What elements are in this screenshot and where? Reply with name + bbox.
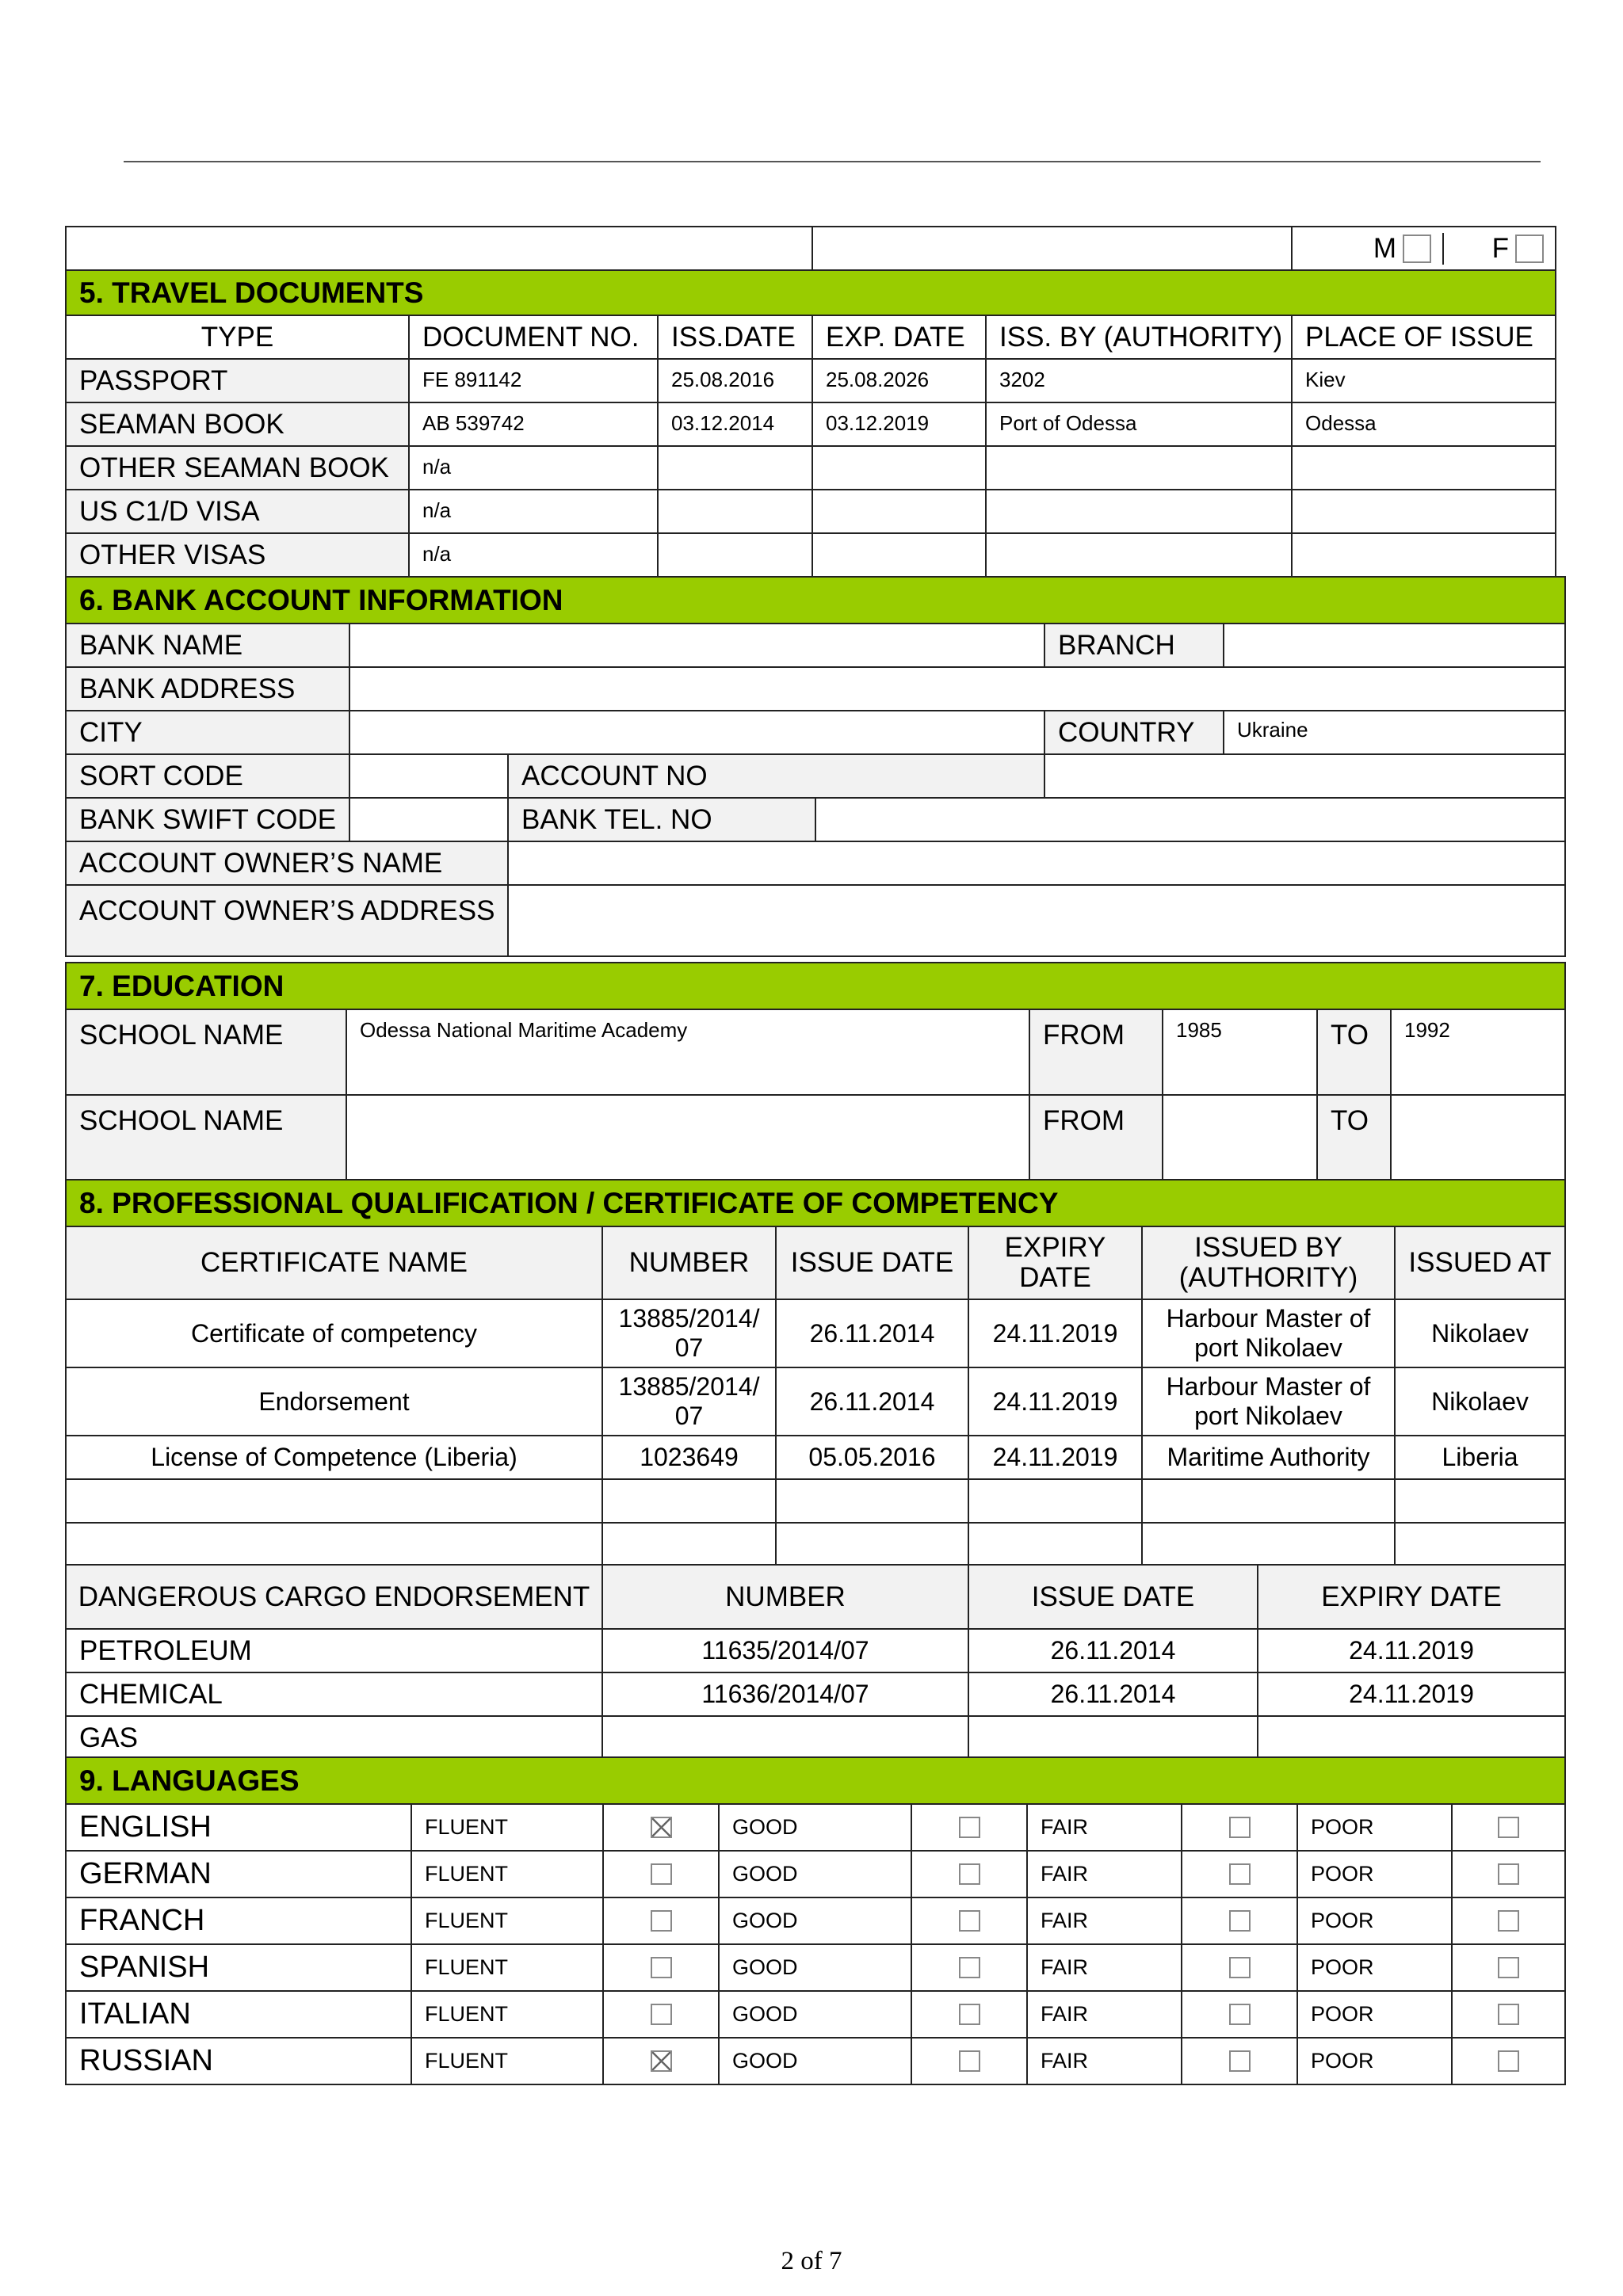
certificate-row <box>66 1299 1565 1367</box>
language-fair-checkbox[interactable] <box>1229 2004 1251 2025</box>
language-level-label: GOOD <box>719 2038 911 2084</box>
travel-doc-cell[interactable] <box>812 533 986 577</box>
language-level-cell <box>1452 1991 1565 2038</box>
owner-address-label: ACCOUNT OWNER’S ADDRESS <box>66 885 508 956</box>
language-level-label: FLUENT <box>411 2038 603 2084</box>
language-good-checkbox[interactable] <box>959 2050 980 2072</box>
certificate-header: NUMBER <box>602 1226 776 1299</box>
language-level-cell <box>603 1804 719 1851</box>
sort-code-field[interactable] <box>349 754 508 798</box>
language-level-cell <box>1452 1897 1565 1944</box>
section-title-bank-account: 6. BANK ACCOUNT INFORMATION <box>66 577 1565 624</box>
travel-doc-cell[interactable]: AB 539742 <box>409 402 658 446</box>
language-name: GERMAN <box>66 1851 411 1897</box>
travel-doc-cell[interactable] <box>986 490 1292 533</box>
language-level-cell <box>603 2038 719 2084</box>
education-row <box>66 1009 1565 1095</box>
cargo-cell[interactable]: 11635/2014/07 <box>602 1629 968 1672</box>
language-level-label: FLUENT <box>411 1897 603 1944</box>
certificate-cell[interactable]: 05.05.2016 <box>776 1436 968 1479</box>
language-name: SPANISH <box>66 1944 411 1991</box>
cargo-cell[interactable] <box>602 1716 968 1760</box>
language-level-label: FLUENT <box>411 1804 603 1851</box>
school-name-field[interactable]: Odessa National Maritime Academy <box>346 1009 1029 1095</box>
bank-account-table <box>65 576 1566 957</box>
language-level-cell <box>1452 1944 1565 1991</box>
language-level-label: FAIR <box>1027 1804 1182 1851</box>
country-field[interactable]: Ukraine <box>1224 711 1565 754</box>
city-label: CITY <box>66 711 349 754</box>
language-good-checkbox[interactable] <box>959 1957 980 1978</box>
language-level-cell <box>603 1991 719 2038</box>
language-level-cell <box>1452 1851 1565 1897</box>
travel-doc-type: OTHER SEAMAN BOOK <box>66 446 409 490</box>
language-poor-checkbox[interactable] <box>1498 1910 1519 1932</box>
certificate-cell[interactable] <box>1395 1523 1565 1566</box>
language-level-label: POOR <box>1297 1897 1452 1944</box>
language-fair-checkbox[interactable] <box>1229 1910 1251 1932</box>
swift-code-label: BANK SWIFT CODE <box>66 798 349 841</box>
dangerous-cargo-row <box>66 1716 1565 1760</box>
certificate-header-row <box>66 1226 1565 1299</box>
language-level-label: GOOD <box>719 1991 911 2038</box>
certificate-cell[interactable]: Maritime Authority <box>1142 1436 1395 1479</box>
cargo-cell[interactable] <box>968 1716 1258 1760</box>
dangerous-cargo-header: ISSUE DATE <box>968 1565 1258 1629</box>
certificate-cell[interactable]: 24.11.2019 <box>968 1436 1142 1479</box>
certificate-row <box>66 1523 1565 1566</box>
section-title-qualification: 8. PROFESSIONAL QUALIFICATION / CERTIFICATE OF COMPETENCY <box>66 1180 1565 1226</box>
certificate-header: ISSUED BY (AUTHORITY) <box>1142 1226 1395 1299</box>
section-title-travel-documents: 5. TRAVEL DOCUMENTS <box>66 270 1556 315</box>
travel-doc-cell[interactable]: 3202 <box>986 359 1292 402</box>
owner-name-field[interactable] <box>508 841 1565 885</box>
owner-address-field[interactable] <box>508 885 1565 956</box>
education-table <box>65 962 1566 1181</box>
language-level-label: FAIR <box>1027 1991 1182 2038</box>
cargo-type: CHEMICAL <box>66 1672 602 1716</box>
to-label: TO <box>1317 1009 1391 1095</box>
country-label: COUNTRY <box>1044 711 1224 754</box>
gender-female-checkbox[interactable] <box>1515 235 1544 263</box>
cargo-cell[interactable]: 11636/2014/07 <box>602 1672 968 1716</box>
language-level-cell <box>1452 2038 1565 2084</box>
to-field[interactable] <box>1391 1095 1565 1180</box>
bank-address-label: BANK ADDRESS <box>66 667 349 711</box>
language-level-cell <box>911 1851 1027 1897</box>
travel-doc-type: OTHER VISAS <box>66 533 409 577</box>
certificate-cell[interactable] <box>66 1479 602 1523</box>
travel-documents-table <box>65 226 1556 578</box>
language-level-label: POOR <box>1297 1991 1452 2038</box>
language-poor-checkbox[interactable] <box>1498 1863 1519 1885</box>
language-good-checkbox[interactable] <box>959 2004 980 2025</box>
language-level-label: GOOD <box>719 1804 911 1851</box>
travel-doc-cell[interactable]: n/a <box>409 490 658 533</box>
certificate-header: EXPIRY DATE <box>968 1226 1142 1299</box>
travel-doc-row <box>66 402 1556 446</box>
travel-doc-type: SEAMAN BOOK <box>66 402 409 446</box>
language-level-cell <box>1182 1897 1297 1944</box>
travel-doc-cell[interactable]: Port of Odessa <box>986 402 1292 446</box>
language-level-cell <box>1182 1944 1297 1991</box>
gender-male-checkbox[interactable] <box>1403 235 1431 263</box>
language-level-label: FAIR <box>1027 2038 1182 2084</box>
certificate-header: CERTIFICATE NAME <box>66 1226 602 1299</box>
certificate-cell[interactable] <box>602 1523 776 1566</box>
language-fair-checkbox[interactable] <box>1229 2050 1251 2072</box>
bank-address-field[interactable] <box>349 667 1565 711</box>
account-no-label: ACCOUNT NO <box>508 754 1044 798</box>
name-gender-row <box>66 227 1556 270</box>
branch-label: BRANCH <box>1044 624 1224 667</box>
language-name: ITALIAN <box>66 1991 411 2038</box>
to-label: TO <box>1317 1095 1391 1180</box>
cargo-cell[interactable]: 24.11.2019 <box>1258 1672 1565 1716</box>
language-row <box>66 1804 1565 1851</box>
cargo-cell[interactable]: 24.11.2019 <box>1258 1629 1565 1672</box>
travel-doc-row <box>66 490 1556 533</box>
language-level-label: POOR <box>1297 1851 1452 1897</box>
dangerous-cargo-row <box>66 1672 1565 1716</box>
city-field[interactable] <box>349 711 1044 754</box>
nationality-field[interactable] <box>812 227 1292 270</box>
language-good-checkbox[interactable] <box>959 1817 980 1838</box>
certificate-cell[interactable] <box>1395 1479 1565 1523</box>
language-level-label: GOOD <box>719 1851 911 1897</box>
certificate-cell[interactable]: 26.11.2014 <box>776 1299 968 1367</box>
language-row <box>66 1944 1565 1991</box>
cargo-cell[interactable]: 26.11.2014 <box>968 1629 1258 1672</box>
dangerous-cargo-header: DANGEROUS CARGO ENDORSEMENT <box>66 1565 602 1629</box>
language-level-cell <box>603 1851 719 1897</box>
owner-name-label: ACCOUNT OWNER’S NAME <box>66 841 508 885</box>
to-field[interactable]: 1992 <box>1391 1009 1565 1095</box>
language-level-cell <box>1452 1804 1565 1851</box>
language-level-label: GOOD <box>719 1944 911 1991</box>
certificate-row <box>66 1367 1565 1436</box>
sort-code-label: SORT CODE <box>66 754 349 798</box>
certificate-cell[interactable]: License of Competence (Liberia) <box>66 1436 602 1479</box>
section-title-languages: 9. LANGUAGES <box>66 1757 1565 1804</box>
certificate-cell[interactable]: 13885/2014/07 <box>602 1299 776 1367</box>
bank-name-field[interactable] <box>349 624 1044 667</box>
language-row <box>66 1991 1565 2038</box>
language-level-label: FAIR <box>1027 1897 1182 1944</box>
account-no-field[interactable] <box>1044 754 1565 798</box>
cargo-cell[interactable]: 26.11.2014 <box>968 1672 1258 1716</box>
from-label: FROM <box>1029 1009 1163 1095</box>
certificate-cell[interactable]: 24.11.2019 <box>968 1299 1142 1367</box>
language-level-label: FAIR <box>1027 1851 1182 1897</box>
cargo-type: GAS <box>66 1716 602 1760</box>
certificate-cell[interactable] <box>602 1479 776 1523</box>
certificate-cell[interactable]: Certificate of competency <box>66 1299 602 1367</box>
travel-doc-cell[interactable] <box>658 446 812 490</box>
travel-doc-row <box>66 533 1556 577</box>
travel-doc-cell[interactable]: FE 891142 <box>409 359 658 402</box>
certificate-cell[interactable]: Harbour Master of port Nikolaev <box>1142 1299 1395 1367</box>
header-rule <box>124 161 1541 162</box>
travel-header: DOCUMENT NO. <box>409 315 658 359</box>
certificate-cell[interactable] <box>776 1479 968 1523</box>
certificate-cell[interactable]: 1023649 <box>602 1436 776 1479</box>
language-level-label: FAIR <box>1027 1944 1182 1991</box>
travel-doc-cell[interactable] <box>986 533 1292 577</box>
certificate-cell[interactable] <box>1142 1479 1395 1523</box>
language-good-checkbox[interactable] <box>959 1863 980 1885</box>
travel-doc-cell[interactable]: n/a <box>409 533 658 577</box>
certificate-row <box>66 1436 1565 1479</box>
travel-doc-cell[interactable] <box>812 490 986 533</box>
travel-doc-cell[interactable] <box>1292 490 1556 533</box>
travel-doc-cell[interactable]: 25.08.2016 <box>658 359 812 402</box>
language-level-label: GOOD <box>719 1897 911 1944</box>
language-level-cell <box>911 1804 1027 1851</box>
certificate-cell[interactable]: Endorsement <box>66 1367 602 1436</box>
certificate-cell[interactable] <box>1142 1523 1395 1566</box>
travel-doc-cell[interactable] <box>986 446 1292 490</box>
certificate-cell[interactable] <box>968 1479 1142 1523</box>
dangerous-cargo-table <box>65 1564 1566 1760</box>
certificate-row <box>66 1479 1565 1523</box>
school-name-field[interactable] <box>346 1095 1029 1180</box>
school-name-label: SCHOOL NAME <box>66 1009 346 1095</box>
language-level-cell <box>1182 1851 1297 1897</box>
dangerous-cargo-row <box>66 1629 1565 1672</box>
travel-header: ISS. BY (AUTHORITY) <box>986 315 1292 359</box>
language-name: RUSSIAN <box>66 2038 411 2084</box>
language-level-label: FLUENT <box>411 1991 603 2038</box>
language-name: FRANCH <box>66 1897 411 1944</box>
travel-doc-cell[interactable] <box>658 533 812 577</box>
language-level-cell <box>1182 2038 1297 2084</box>
language-row <box>66 2038 1565 2084</box>
languages-table <box>65 1756 1566 2085</box>
bank-tel-field[interactable] <box>815 798 1565 841</box>
certificate-cell[interactable]: 24.11.2019 <box>968 1367 1142 1436</box>
language-fluent-checkbox[interactable] <box>651 1863 672 1885</box>
qualification-table <box>65 1179 1566 1567</box>
travel-header: TYPE <box>66 315 409 359</box>
language-row <box>66 1851 1565 1897</box>
dangerous-cargo-header-row <box>66 1565 1565 1629</box>
travel-doc-cell[interactable] <box>1292 446 1556 490</box>
language-fluent-checkbox[interactable] <box>651 1910 672 1932</box>
travel-doc-type: PASSPORT <box>66 359 409 402</box>
language-poor-checkbox[interactable] <box>1498 2050 1519 2072</box>
school-name-label: SCHOOL NAME <box>66 1095 346 1180</box>
language-fluent-checkbox[interactable] <box>651 1957 672 1978</box>
language-level-label: POOR <box>1297 1944 1452 1991</box>
travel-doc-type: US C1/D VISA <box>66 490 409 533</box>
travel-doc-cell[interactable]: Kiev <box>1292 359 1556 402</box>
language-fluent-checkbox[interactable] <box>651 2004 672 2025</box>
dangerous-cargo-header: NUMBER <box>602 1565 968 1629</box>
from-field[interactable] <box>1163 1095 1317 1180</box>
language-level-cell <box>911 1944 1027 1991</box>
language-level-label: FLUENT <box>411 1944 603 1991</box>
certificate-header: ISSUE DATE <box>776 1226 968 1299</box>
bank-tel-label: BANK TEL. NO <box>508 798 815 841</box>
cargo-type: PETROLEUM <box>66 1629 602 1672</box>
language-level-label: FLUENT <box>411 1851 603 1897</box>
dangerous-cargo-header: EXPIRY DATE <box>1258 1565 1565 1629</box>
language-name: ENGLISH <box>66 1804 411 1851</box>
travel-doc-cell[interactable] <box>1292 533 1556 577</box>
travel-doc-cell[interactable]: n/a <box>409 446 658 490</box>
travel-doc-cell[interactable] <box>658 490 812 533</box>
branch-field[interactable] <box>1224 624 1565 667</box>
certificate-cell[interactable]: Nikolaev <box>1395 1299 1565 1367</box>
travel-header: EXP. DATE <box>812 315 986 359</box>
certificate-cell[interactable] <box>66 1523 602 1566</box>
language-level-cell <box>911 2038 1027 2084</box>
language-fluent-checkbox[interactable] <box>651 2050 672 2072</box>
name-field[interactable] <box>66 227 812 270</box>
gender-male-label: M <box>1373 232 1397 264</box>
language-fair-checkbox[interactable] <box>1229 1817 1251 1838</box>
certificate-cell[interactable]: Harbour Master of port Nikolaev <box>1142 1367 1395 1436</box>
travel-doc-cell[interactable] <box>812 446 986 490</box>
language-level-label: POOR <box>1297 2038 1452 2084</box>
swift-code-field[interactable] <box>349 798 508 841</box>
travel-doc-cell[interactable]: Odessa <box>1292 402 1556 446</box>
language-fluent-checkbox[interactable] <box>651 1817 672 1838</box>
travel-doc-cell[interactable]: 03.12.2019 <box>812 402 986 446</box>
language-level-cell <box>603 1944 719 1991</box>
travel-header-row <box>66 315 1556 359</box>
travel-doc-cell[interactable]: 25.08.2026 <box>812 359 986 402</box>
gender-female-label: F <box>1491 232 1510 264</box>
certificate-cell[interactable]: Nikolaev <box>1395 1367 1565 1436</box>
certificate-header: ISSUED AT <box>1395 1226 1565 1299</box>
education-row <box>66 1095 1565 1180</box>
from-label: FROM <box>1029 1095 1163 1180</box>
language-level-cell <box>1182 1804 1297 1851</box>
certificate-cell[interactable]: Liberia <box>1395 1436 1565 1479</box>
travel-doc-row <box>66 446 1556 490</box>
certificate-cell[interactable] <box>776 1523 968 1566</box>
travel-doc-cell[interactable]: 03.12.2014 <box>658 402 812 446</box>
cargo-cell[interactable] <box>1258 1716 1565 1760</box>
language-row <box>66 1897 1565 1944</box>
language-level-cell <box>911 1991 1027 2038</box>
language-level-cell <box>911 1897 1027 1944</box>
language-level-cell <box>603 1897 719 1944</box>
travel-header: PLACE OF ISSUE <box>1292 315 1556 359</box>
language-level-cell <box>1182 1991 1297 2038</box>
certificate-cell[interactable]: 13885/2014/07 <box>602 1367 776 1436</box>
language-poor-checkbox[interactable] <box>1498 1957 1519 1978</box>
language-fair-checkbox[interactable] <box>1229 1863 1251 1885</box>
section-title-education: 7. EDUCATION <box>66 963 1565 1009</box>
language-poor-checkbox[interactable] <box>1498 1817 1519 1838</box>
bank-name-label: BANK NAME <box>66 624 349 667</box>
page-number: 2 of 7 <box>781 2247 842 2275</box>
language-level-label: POOR <box>1297 1804 1452 1851</box>
travel-header: ISS.DATE <box>658 315 812 359</box>
language-poor-checkbox[interactable] <box>1498 2004 1519 2025</box>
travel-doc-row <box>66 359 1556 402</box>
language-fair-checkbox[interactable] <box>1229 1957 1251 1978</box>
from-field[interactable]: 1985 <box>1163 1009 1317 1095</box>
certificate-cell[interactable] <box>968 1523 1142 1566</box>
language-good-checkbox[interactable] <box>959 1910 980 1932</box>
certificate-cell[interactable]: 26.11.2014 <box>776 1367 968 1436</box>
